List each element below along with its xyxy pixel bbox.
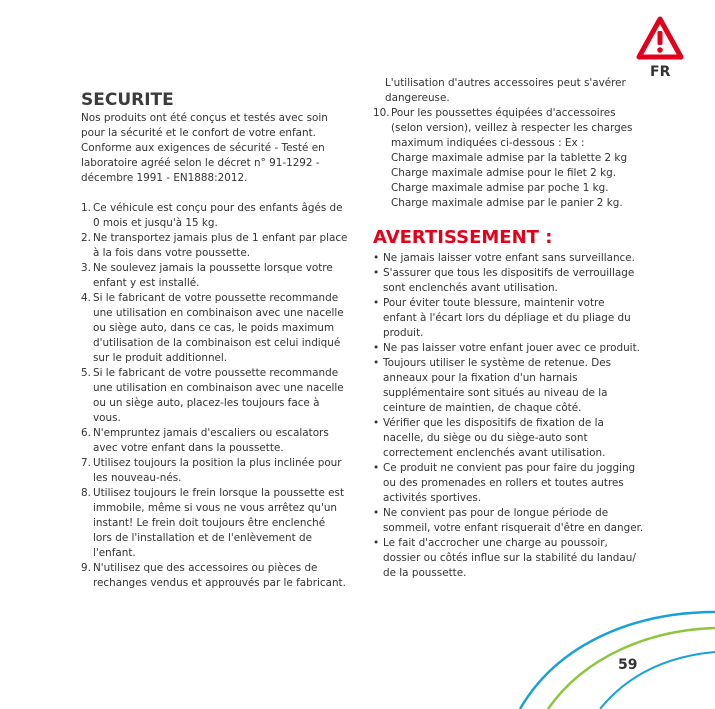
list-item: 3. Ne soulevez jamais la poussette lorsque votre enfant y est installé. [81, 262, 333, 289]
list-item: 6. N'empruntez jamais d'escaliers ou escalators avec votre enfant dans la poussette. [81, 427, 329, 454]
warnings-list [373, 251, 645, 581]
list-item: • Ne pas laisser votre enfant jouer avec ce produit. [373, 342, 640, 354]
list-item: 4. Si le fabricant de votre poussette recommande une utilisation en combinaison avec une nacelle ou siège auto, dans ce cas, le poids maximum d'utilisation de la combinaison est celui indiqué sur le produit additionnel. [81, 292, 344, 364]
list-item: • Vérifier que les dispositifs de fixation de la nacelle, du siège ou du siège-auto sont correctement enclenchés avant utilisation. [373, 417, 606, 459]
section-title-avertissement: AVERTISSEMENT : [373, 227, 553, 248]
list-item: • Ne jamais laisser votre enfant sans surveillance. [373, 252, 635, 264]
warning-triangle-icon [636, 16, 684, 62]
safety-rules-list [81, 201, 353, 591]
list-item: • Le fait d'accrocher une charge au poussoir, dossier ou côtés influe sur la stabilité du landau/ de la poussette. [373, 537, 636, 579]
rule-9-continuation: L'utilisation d'autres accessoires peut s'avérer dangereuse. [385, 77, 626, 104]
list-item: 10. Pour les poussettes équipées d'accessoires (selon version), veillez à respecter les charges maximum indiquées ci-dessous : Ex : Charge maximale admise par la tablette 2 kg Charge maximale admise pour le filet 2 kg. Charge maximale admise par poche 1 kg. Charge maximale admise par le panier 2 kg. [373, 107, 633, 209]
list-item: 8. Utilisez toujours le frein lorsque la poussette est immobile, même si vous ne vous arrêtez qu'un instant! Le frein doit toujours être enclenché lors de l'installation et de l'enlèvement de l'enfant. [81, 487, 345, 559]
list-item: • Toujours utiliser le système de retenue. Des anneaux pour la fixation d'un harnais supplémentaire sont situés au niveau de la ceinture de maintien, de chaque côté. [373, 357, 612, 414]
list-item: • Ne convient pas pour de longue période de sommeil, votre enfant risquerait d'être en danger. [373, 507, 644, 534]
safety-rules-list-continued [373, 106, 645, 211]
page-number: 59 [618, 657, 638, 673]
warnings-column [373, 76, 645, 581]
intro-paragraph: Nos produits ont été conçus et testés avec soin pour la sécurité et le confort de votre enfant. Conforme aux exigences de sécurité - Testé en laboratoire agréé selon le décret n° 91-1292 - décembre 1991 - EN1888:2012. [81, 112, 328, 184]
language-label: FR [650, 64, 671, 80]
list-item: 7. Utilisez toujours la position la plus inclinée pour les nouveau-nés. [81, 457, 342, 484]
list-item: • Pour éviter toute blessure, maintenir votre enfant à l'écart lors du dépliage et du pliage du produit. [373, 297, 631, 339]
list-item: • S'assurer que tous les dispositifs de verrouillage sont enclenchés avant utilisation. [373, 267, 635, 294]
list-item: 2. Ne transportez jamais plus de 1 enfant par place à la fois dans votre poussette. [81, 232, 348, 259]
list-item: 5. Si le fabricant de votre poussette recommande une utilisation en combinaison avec une nacelle ou un siège auto, placez-les toujours face à vous. [81, 367, 344, 424]
section-title-securite: SECURITE [81, 90, 174, 110]
list-item: • Ce produit ne convient pas pour faire du jogging ou des promenades en rollers et toutes autres activités sportives. [373, 462, 636, 504]
list-item: 1. Ce véhicule est conçu pour des enfants âgés de 0 mois et jusqu'à 15 kg. [81, 202, 343, 229]
safety-column [81, 89, 353, 591]
list-item: 9. N'utilisez que des accessoires ou pièces de rechanges vendus et approuvés par le fabricant. [81, 562, 346, 589]
